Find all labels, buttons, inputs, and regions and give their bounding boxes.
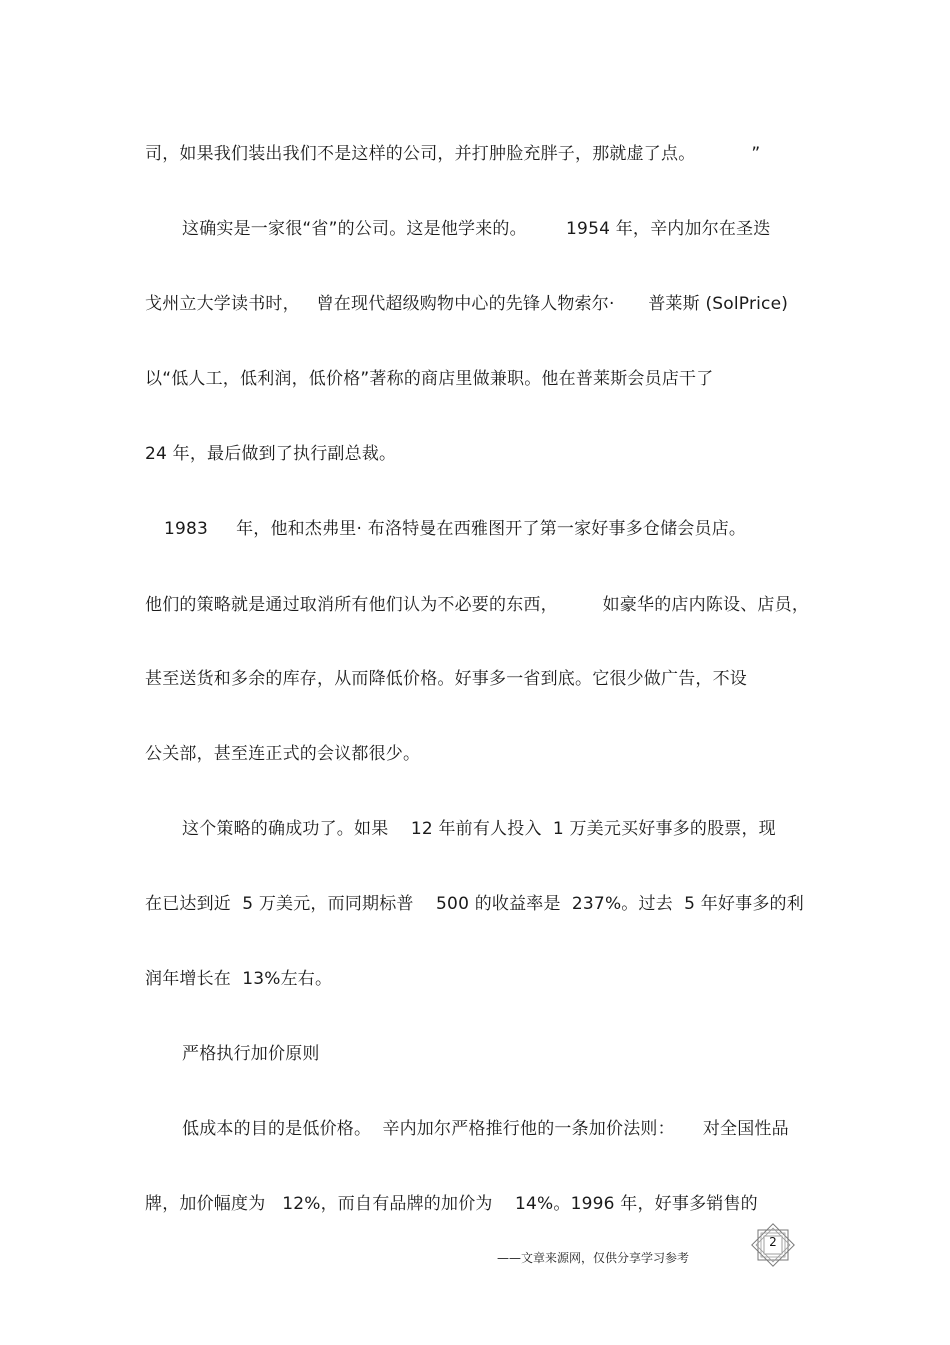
text-line-14: 牌，加价幅度为 12%，而自有品牌的加价为 14%。1996 年，好事多销售的 [145,1194,758,1214]
text-line-11: 在已达到近 5 万美元，而同期标普 500 的收益率是 237%。过去 5 年好事多的利 [145,894,804,914]
text-line-3: 戈州立大学读书时， 曾在现代超级购物中心的先锋人物索尔· 普莱斯 (SolPrice) [145,294,789,314]
text-line-6: 1983 年，他和杰弗里· 布洛特曼在西雅图开了第一家好事多仓储会员店。 [164,519,747,539]
text-line-10: 这个策略的确成功了。如果 12 年前有人投入 1 万美元买好事多的股票，现 [182,819,776,839]
text-line-12: 润年增长在 13%左右。 [145,969,333,989]
text-line-13: 低成本的目的是低价格。 辛内加尔严格推行他的一条加价法则： 对全国性品 [182,1119,789,1139]
text-line-7: 他们的策略就是通过取消所有他们认为不必要的东西， 如豪华的店内陈设、店员， [145,595,810,615]
text-line-2: 这确实是一家很“省”的公司。这是他学来的。 1954 年，辛内加尔在圣迭 [182,219,771,239]
page-number: 2 [769,1235,777,1249]
footer-note: ——文章来源网，仅供分享学习参考 [497,1251,690,1265]
text-line-1: 司，如果我们装出我们不是这样的公司，并打肿脸充胖子，那就虚了点。 ” [145,144,761,164]
page-number-badge [750,1222,796,1268]
section-heading: 严格执行加价原则 [182,1044,320,1064]
text-line-5: 24 年，最后做到了执行副总裁。 [145,444,397,464]
text-line-4: 以“低人工，低利润，低价格”著称的商店里做兼职。他在普莱斯会员店干了 [145,369,714,389]
text-line-8: 甚至送货和多余的库存，从而降低价格。好事多一省到底。它很少做广告，不设 [145,669,747,689]
text-line-9: 公关部，甚至连正式的会议都很少。 [145,744,421,764]
